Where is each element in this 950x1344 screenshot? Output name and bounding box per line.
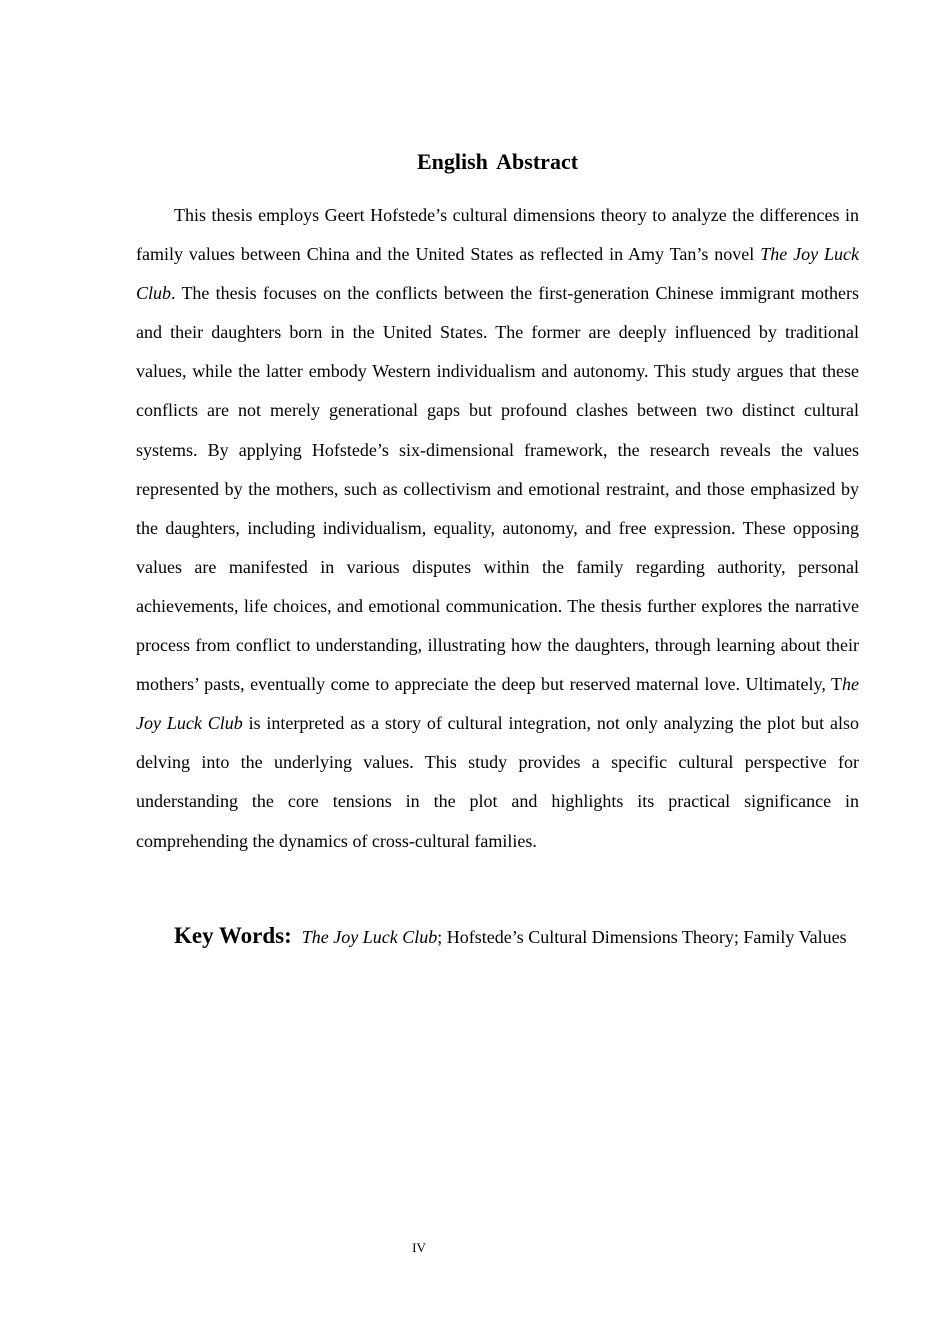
keyword-item (302, 927, 437, 947)
novel-title-italic: The Joy Luck Club (136, 244, 860, 304)
keyword-separator: ; (437, 927, 447, 947)
keywords-label: Key Words: (174, 923, 292, 948)
abstract-text-part-2: . The thesis focuses on the conflicts between the first-generation Chinese immigrant mothers and their daughters born in the United States. The former are deeply influenced by traditional values, while the latter embody Western individualism and autonomy. This study argues that these conflicts are not merely generational gaps but profound clashes between two distinct cultural systems. By applying Hofstede’s six-dimensional framework, the research reveals the values represented by the mothers, such as collectivism and emotional restraint, and those emphasized by the daughters, including individualism, equality, autonomy, and free expression. These opposing values are manifested in various disputes within the family regarding authority, personal achievements, life choices, and emotional communication. The thesis further explores the narrative process from conflict to understanding, illustrating how the daughters, through learning about their mothers’ pasts, eventually come to appreciate the deep but reserved maternal love. Ultimately, T (136, 283, 859, 695)
abstract-paragraph (136, 196, 859, 861)
abstract-text-part-1: This thesis employs Geert Hofstede’s cultural dimensions theory to analyze the differences in family values between China and the United States as reflected in Amy Tan’s novel (136, 205, 859, 265)
keyword-novel-title: The Joy Luck Club (301, 927, 438, 947)
abstract-title: English Abstract (416, 149, 579, 174)
novel-title-italic-second: he Joy Luck Club (136, 674, 859, 734)
page-number: IV (412, 1240, 426, 1255)
abstract-text-part-3: is interpreted as a story of cultural integration, not only analyzing the plot but also delving into the underlying values. This study provides a specific cultural perspective for understanding the core tensions in the plot and highlights its practical significance in comprehending the dynamics of cross-cultural families. (136, 713, 859, 851)
keyword-rest: Hofstede’s Cultural Dimensions Theory; Family Values (446, 927, 847, 947)
keywords-line (136, 911, 859, 962)
